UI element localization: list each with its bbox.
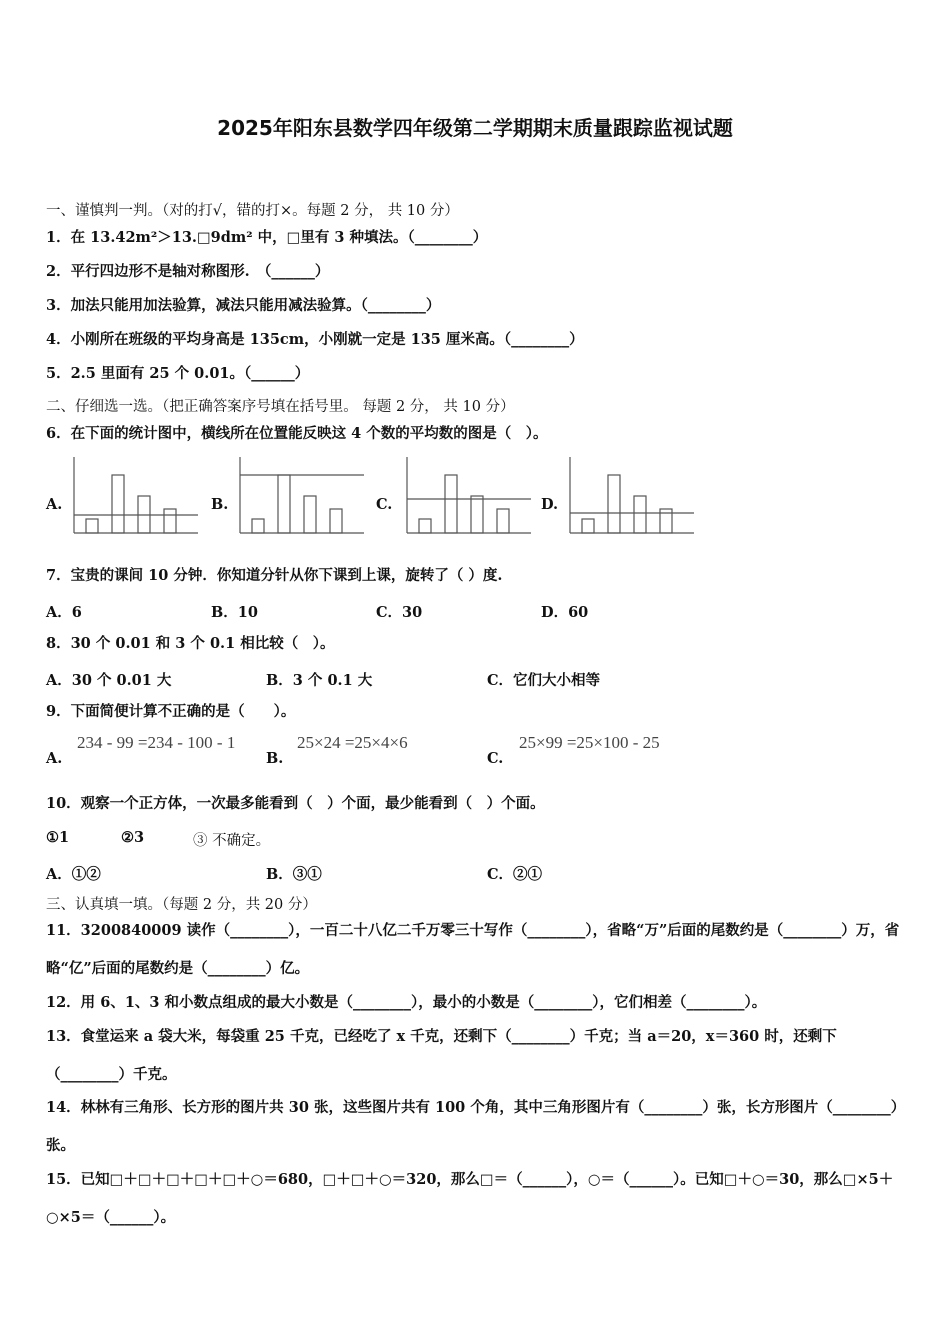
q9-formula-a: 234 - 99 =234 - 100 - 1 bbox=[77, 733, 236, 752]
chart-c-bar-1 bbox=[419, 519, 431, 533]
chart-d-bar-1 bbox=[582, 519, 594, 533]
question-11: 11．3200840009 读作（________），一百二十八亿二千万零三十写作（________），省略“万”后面的尾数约是（________）万，省略“亿”后面的尾数约是（________）亿。 bbox=[46, 922, 900, 977]
question-2: 2．平行四边形不是轴对称图形. （______） bbox=[46, 263, 330, 280]
q10-option-b: B．③① bbox=[266, 866, 322, 883]
question-5: 5．2.5 里面有 25 个 0.01。（______） bbox=[46, 365, 310, 382]
chart-c-bar-2 bbox=[445, 475, 457, 533]
q10-option-a: A．①② bbox=[46, 866, 101, 883]
q10-choice-3: ③ 不确定。 bbox=[193, 833, 271, 849]
q9-formula-b: 25×24 =25×4×6 bbox=[297, 733, 408, 752]
chart-a-bar-4 bbox=[164, 509, 176, 533]
question-15: 15．已知□＋□＋□＋□＋□＋○＝680，□＋□＋○＝320，那么□＝（______），○＝（______）。已知□＋○＝30，那么□×5＋○×5＝（______）。 bbox=[46, 1171, 894, 1226]
chart-c-bar-3 bbox=[471, 496, 483, 533]
q9-option-b-label: B. bbox=[266, 750, 284, 767]
chart-c-bar-4 bbox=[497, 509, 509, 533]
question-13: 13．食堂运来 a 袋大米，每袋重 25 千克，已经吃了 x 千克，还剩下（________）千克；当 a＝20，x＝360 时，还剩下（________）千克。 bbox=[46, 1028, 837, 1083]
q6-option-c-label: C. bbox=[376, 496, 393, 513]
q6-chart-d bbox=[568, 455, 696, 535]
chart-b-bar-3 bbox=[304, 496, 316, 533]
q6-chart-b bbox=[238, 455, 366, 535]
q6-chart-c bbox=[405, 455, 533, 535]
q6-option-a-label: A. bbox=[46, 496, 63, 513]
q7-option-c: C．30 bbox=[376, 604, 423, 621]
q9-formula-c: 25×99 =25×100 - 25 bbox=[519, 733, 660, 752]
question-10-stem: 10．观察一个正方体，一次最多能看到（ ）个面，最少能看到（ ）个面。 bbox=[46, 795, 545, 812]
question-3: 3．加法只能用加法验算，减法只能用减法验算。（________） bbox=[46, 297, 441, 314]
chart-d-bar-3 bbox=[634, 496, 646, 533]
question-7-stem: 7．宝贵的课间 10 分钟．你知道分针从你下课到上课，旋转了（ ）度. bbox=[46, 567, 503, 584]
chart-b-bar-1 bbox=[252, 519, 264, 533]
q10-choice-2: ②3 bbox=[121, 829, 145, 846]
question-9-stem: 9．下面简便计算不正确的是（ ）。 bbox=[46, 703, 296, 720]
section-3-heading: 三、认真填一填。（每题 2 分，共 20 分） bbox=[46, 897, 317, 913]
q10-choice-1: ①1 bbox=[46, 829, 70, 846]
q8-option-c: C．它们大小相等 bbox=[487, 672, 601, 689]
q6-chart-a bbox=[72, 455, 200, 535]
question-4: 4．小刚所在班级的平均身高是 135cm，小刚就一定是 135 厘米高。（________） bbox=[46, 331, 584, 348]
q6-option-b-label: B. bbox=[211, 496, 229, 513]
section-1-heading: 一、谨慎判一判。（对的打√，错的打×。每题 2 分， 共 10 分） bbox=[46, 203, 459, 219]
question-12: 12．用 6、1、3 和小数点组成的最大小数是（________），最小的小数是（________），它们相差（________）。 bbox=[46, 994, 767, 1011]
question-14: 14．林林有三角形、长方形的图片共 30 张，这些图片共有 100 个角，其中三角形图片有（________）张，长方形图片（________）张。 bbox=[46, 1099, 906, 1154]
question-1: 1．在 13.42m²＞13.□9dm² 中，□里有 3 种填法。（________） bbox=[46, 229, 488, 246]
q7-option-b: B．10 bbox=[211, 604, 258, 621]
q8-option-b: B．3 个 0.1 大 bbox=[266, 672, 373, 689]
chart-b-bar-4 bbox=[330, 509, 342, 533]
q7-option-a: A．6 bbox=[46, 604, 82, 621]
question-6-stem: 6．在下面的统计图中，横线所在位置能反映这 4 个数的平均数的图是（ ）。 bbox=[46, 425, 548, 442]
chart-b-bar-2 bbox=[278, 475, 290, 533]
question-8-stem: 8．30 个 0.01 和 3 个 0.1 相比较（ ）。 bbox=[46, 635, 335, 652]
q10-option-c: C．②① bbox=[487, 866, 543, 883]
chart-a-bar-1 bbox=[86, 519, 98, 533]
q9-option-c-label: C. bbox=[487, 750, 504, 767]
q7-option-d: D．60 bbox=[541, 604, 589, 621]
chart-a-bar-2 bbox=[112, 475, 124, 533]
q6-option-d-label: D. bbox=[541, 496, 559, 513]
section-2-heading: 二、仔细选一选。（把正确答案序号填在括号里。 每题 2 分， 共 10 分） bbox=[46, 399, 515, 415]
q9-option-a-label: A. bbox=[46, 750, 63, 767]
chart-d-bar-2 bbox=[608, 475, 620, 533]
page-title: 2025年阳东县数学四年级第二学期期末质量跟踪监视试题 bbox=[217, 116, 733, 140]
q8-option-a: A．30 个 0.01 大 bbox=[46, 672, 172, 689]
